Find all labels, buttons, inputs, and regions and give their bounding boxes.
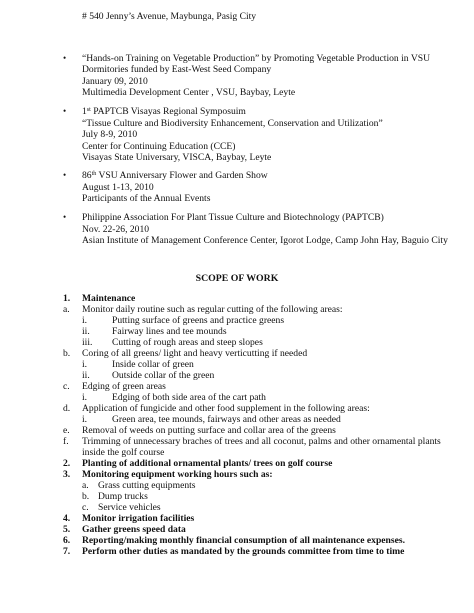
training-2-title — [82, 106, 246, 118]
scope-4-label: Monitor irrigation facilities — [82, 513, 195, 524]
training-2-line-2: “Tissue Culture and Biodiversity Enhancement, Conservation and Utilization” — [82, 118, 383, 129]
training-3-date: August 1-13, 2010 — [82, 182, 154, 193]
scope-b-ii-num: ii. — [82, 370, 90, 381]
scope-3b-letter: b. — [82, 491, 90, 502]
scope-a-ii-num: ii. — [82, 326, 90, 337]
scope-3-number: 3. — [63, 469, 71, 480]
scope-1-label: Maintenance — [82, 293, 136, 304]
training-3-ordinal-suffix: th — [91, 171, 97, 177]
training-3-note: Participants of the Annual Events — [82, 193, 211, 204]
scope-a-i-text: Putting surface of greens and practice greens — [112, 315, 285, 326]
scope-d-i-num: i. — [82, 414, 88, 425]
scope-d-letter: d. — [63, 403, 71, 414]
training-2-title-rest: PAPTCB Visayas Regional Symposuim — [90, 106, 246, 117]
scope-b-ii-text: Outside collar of the green — [112, 370, 215, 381]
scope-b-i-text: Inside collar of green — [112, 359, 194, 370]
bullet-icon: • — [63, 106, 67, 116]
scope-7-label: Perform other duties as mandated by the grounds committee from time to time — [82, 546, 405, 557]
address-line: # 540 Jenny’s Avenue, Maybunga, Pasig City — [82, 11, 257, 22]
scope-f-text: Trimming of unnecessary braches of trees and all coconut, palms and other ornamental plants — [82, 436, 441, 447]
scope-3a-text: Grass cutting equipments — [98, 480, 196, 491]
training-3-ordinal: 86 — [82, 170, 92, 181]
training-1-venue: Multimedia Development Center , VSU, Baybay, Leyte — [82, 87, 296, 98]
training-1-date: January 09, 2010 — [82, 76, 148, 87]
scope-d-text: Application of fungicide and other food supplement in the following areas: — [82, 403, 370, 414]
scope-a-text: Monitor daily routine such as regular cutting of the following areas: — [82, 304, 343, 315]
scope-a-ii-text: Fairway lines and tee mounds — [112, 326, 227, 337]
training-1-line-2: Dormitories funded by East-West Seed Company — [82, 64, 272, 75]
scope-b-letter: b. — [63, 348, 71, 359]
training-4-venue: Asian Institute of Management Conference Center, Igorot Lodge, Camp John Hay, Baguio City — [82, 235, 448, 246]
scope-3c-letter: c. — [82, 502, 89, 513]
scope-3-label: Monitoring equipment working hours such as: — [82, 469, 273, 480]
scope-5-number: 5. — [63, 524, 71, 535]
training-2-ordinal: 1 — [82, 106, 87, 117]
scope-a-i-num: i. — [82, 315, 88, 326]
training-2-venue: Visayas State Universary, VISCA, Baybay, Leyte — [82, 152, 272, 163]
scope-1-number: 1. — [63, 293, 71, 304]
training-3-title-rest: VSU Anniversary Flower and Garden Show — [96, 170, 268, 181]
scope-5-label: Gather greens speed data — [82, 524, 186, 535]
training-4-title: Philippine Association For Plant Tissue Culture and Biotechnology (PAPTCB) — [82, 212, 384, 223]
scope-3a-letter: a. — [82, 480, 89, 491]
scope-c-letter: c. — [63, 381, 70, 392]
scope-c-i-num: i. — [82, 392, 88, 403]
scope-2-label: Planting of additional ornamental plants/ trees on golf course — [82, 458, 333, 469]
bullet-icon: • — [63, 53, 67, 63]
scope-e-text: Removal of weeds on putting surface and collar area of the greens — [82, 425, 336, 436]
scope-c-text: Edging of green areas — [82, 381, 166, 392]
scope-a-letter: a. — [63, 304, 70, 315]
scope-6-label: Reporting/making monthly financial consumption of all maintenance expenses. — [82, 535, 406, 546]
scope-f-letter: f. — [63, 436, 69, 447]
scope-f-continued: inside the golf course — [82, 447, 165, 458]
training-3-title — [82, 170, 268, 182]
bullet-icon: • — [63, 170, 67, 180]
scope-c-i-text: Edging of both side area of the cart path — [112, 392, 266, 403]
scope-a-iii-num: iii. — [82, 337, 93, 348]
scope-2-number: 2. — [63, 458, 71, 469]
scope-3c-text: Service vehicles — [98, 502, 161, 513]
scope-4-number: 4. — [63, 513, 71, 524]
training-2-line-4: Center for Continuing Education (CCE) — [82, 141, 236, 152]
bullet-icon: • — [63, 212, 67, 222]
training-2-ordinal-suffix: st — [86, 107, 91, 113]
scope-e-letter: e. — [63, 425, 70, 436]
training-2-date: July 8-9, 2010 — [82, 129, 138, 140]
scope-b-i-num: i. — [82, 359, 88, 370]
scope-6-number: 6. — [63, 535, 71, 546]
scope-heading: SCOPE OF WORK — [195, 273, 279, 284]
scope-d-i-text: Green area, tee mounds, fairways and other areas as needed — [112, 414, 341, 425]
training-1-line-1: “Hands-on Training on Vegetable Production” by Promoting Vegetable Production in VSU — [82, 53, 431, 64]
scope-3b-text: Dump trucks — [98, 491, 148, 502]
scope-a-iii-text: Cutting of rough areas and steep slopes — [112, 337, 263, 348]
training-4-date: Nov. 22-26, 2010 — [82, 224, 150, 235]
scope-7-number: 7. — [63, 546, 71, 557]
scope-b-text: Coring of all greens/ light and heavy verticutting if needed — [82, 348, 308, 359]
